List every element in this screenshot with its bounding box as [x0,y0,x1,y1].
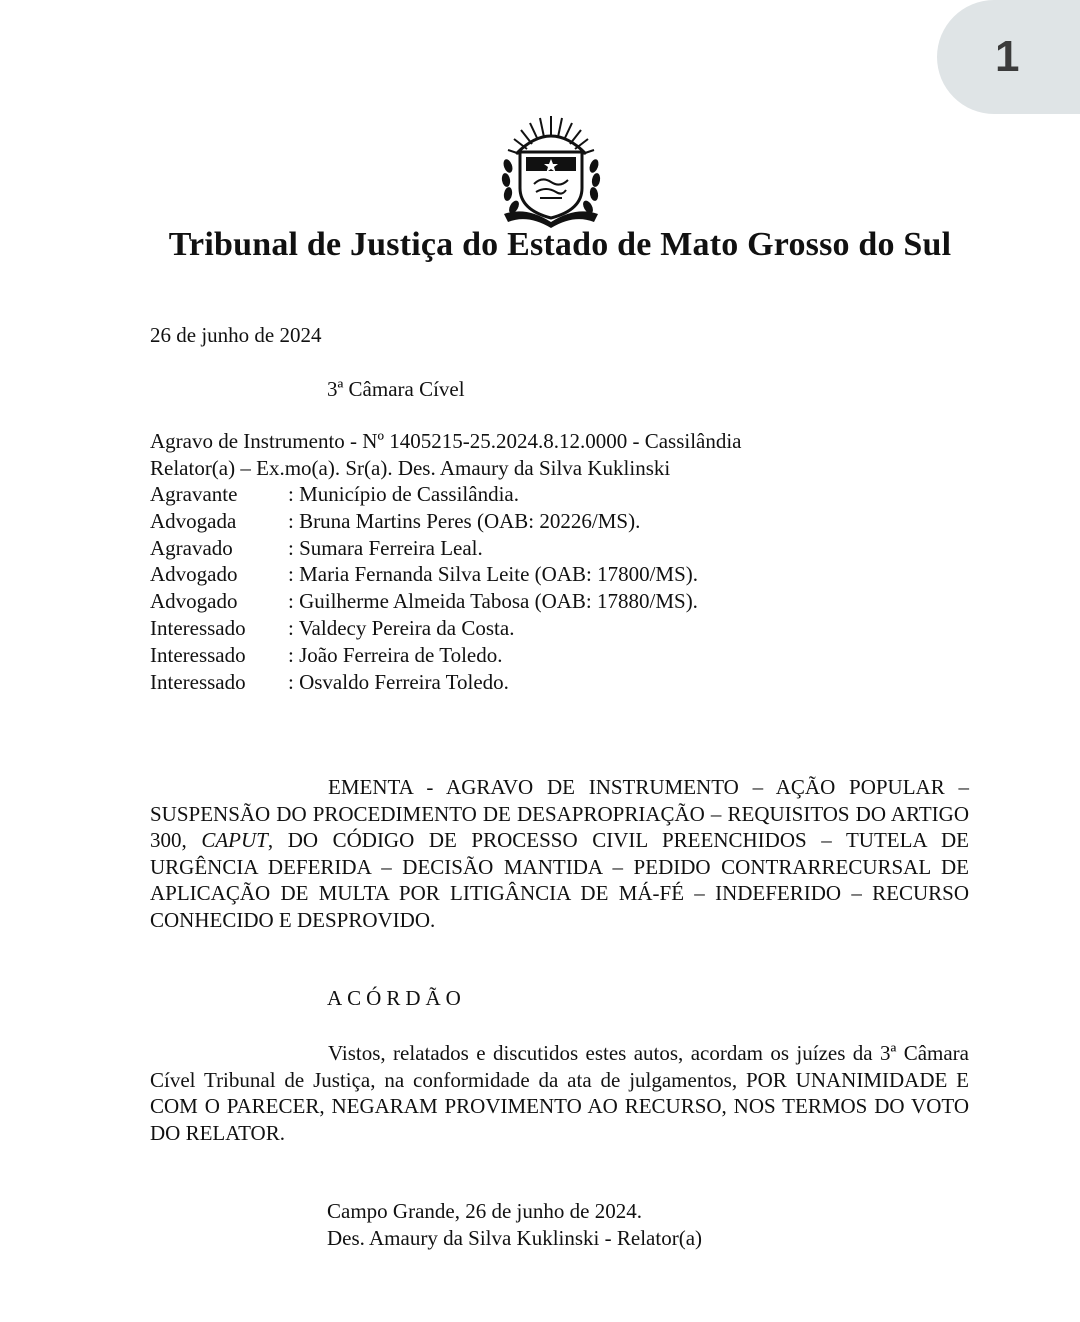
party-role: Agravado [150,535,233,560]
party-role: Advogado [150,562,238,587]
acordao-heading: ACÓRDÃO [327,986,466,1010]
party-row [150,642,698,669]
ementa-text-part2: , DO CÓDIGO DE PROCESSO CIVIL PREENCHIDOS – TUTELA DE URGÊNCIA DEFERIDA – DECISÃO MANTIDA – PEDIDO CONTRARRECURSAL DE APLICAÇÃO DE MULTA POR LITIGÂNCIA DE MÁ-FÉ – INDEFERIDO – RECURSO CONHECIDO E DESPROVIDO. [150,828,970,932]
document-date: 26 de junho de 2024 [150,323,322,347]
parties-list [150,481,698,695]
page-number: 1 [995,32,1020,81]
ementa-paragraph [150,774,969,933]
chamber-name: 3ª Câmara Cível [327,377,465,401]
ementa-caput: CAPUT [201,828,268,852]
party-value: : Maria Fernanda Silva Leite (OAB: 17800/MS). [288,562,699,587]
party-role: Advogado [150,589,238,614]
closing-signature: Des. Amaury da Silva Kuklinski - Relator(a) [327,1226,703,1250]
party-value: : Bruna Martins Peres (OAB: 20226/MS). [288,508,641,533]
party-row [150,615,698,642]
party-value: : Guilherme Almeida Tabosa (OAB: 17880/MS). [288,589,698,614]
party-value: : Município de Cassilândia. [288,482,519,506]
party-role: Interessado [150,615,246,640]
case-identifier: Agravo de Instrumento - Nº 1405215-25.2024.8.12.0000 - Cassilândia [150,429,742,453]
party-value: : João Ferreira de Toledo. [288,642,503,667]
coat-of-arms-seal [496,110,606,228]
court-title: Tribunal de Justiça do Estado de Mato Grosso do Sul [168,226,952,263]
party-role: Agravante [150,482,238,506]
party-row [150,508,698,535]
party-row [150,535,698,562]
acordao-paragraph: Vistos, relatados e discutidos estes autos, acordam os juízes da 3ª Câmara Cível Tribunal de Justiça, na conformidade da ata de julgamentos, POR UNANIMIDADE E COM O PARECER, NEGARAM PROVIMENTO AO RECURSO, NOS TERMOS DO VOTO DO RELATOR. [150,1041,969,1145]
party-row [150,669,698,696]
party-row [150,588,698,615]
party-row [150,561,698,588]
party-value: : Sumara Ferreira Leal. [288,535,483,560]
party-role: Advogada [150,508,237,533]
party-value: : Valdecy Pereira da Costa. [288,615,515,640]
relator-line: Relator(a) – Ex.mo(a). Sr(a). Des. Amaury da Silva Kuklinski [150,456,671,480]
party-role: Interessado [150,642,246,667]
closing-place-date: Campo Grande, 26 de junho de 2024. [327,1199,642,1223]
page-number-badge [937,0,1080,114]
party-role: Interessado [150,669,246,694]
ementa-text-part1: EMENTA - AGRAVO DE INSTRUMENTO – AÇÃO POPULAR – SUSPENSÃO DO PROCEDIMENTO DE DESAPROPRIAÇÃO – REQUISITOS DO ARTIGO 300, [150,775,969,852]
party-row [150,481,698,508]
party-value: : Osvaldo Ferreira Toledo. [288,669,509,694]
